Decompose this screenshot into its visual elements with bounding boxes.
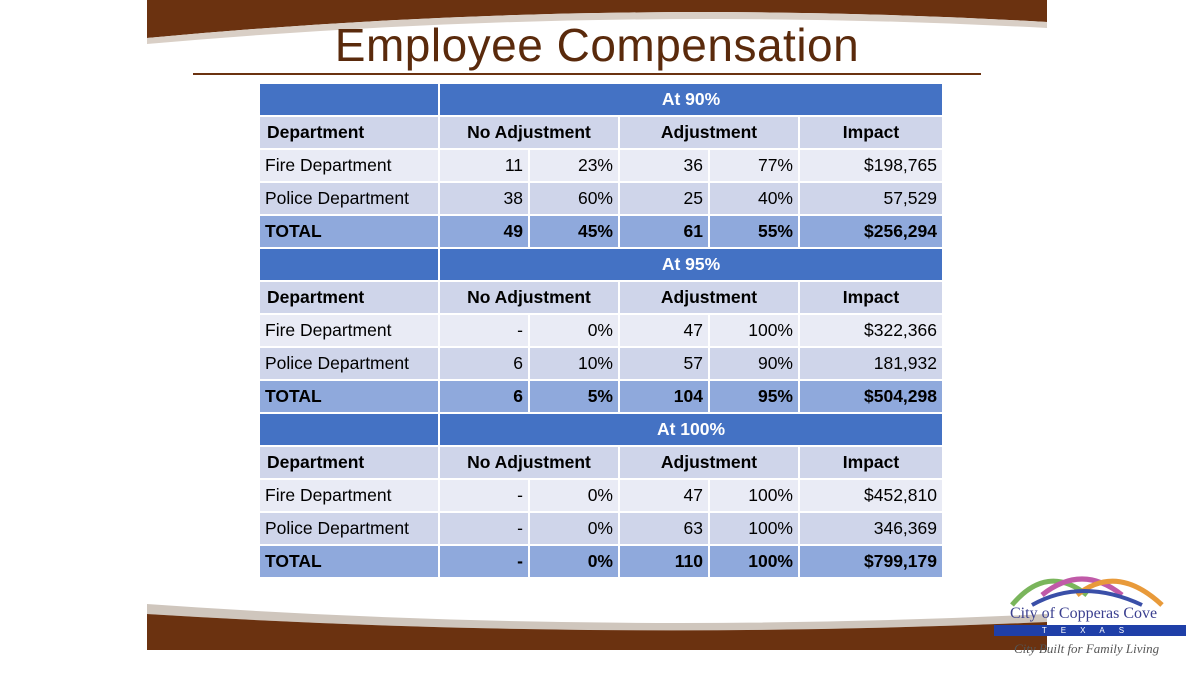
department-cell: Fire Department [260, 480, 438, 511]
impact-cell: 57,529 [800, 183, 942, 214]
col-header-adjustment: Adjustment [620, 282, 798, 313]
department-cell: Fire Department [260, 315, 438, 346]
col-header-adjustment: Adjustment [620, 447, 798, 478]
bottom-decorative-band [147, 596, 1047, 650]
adjustment-count-cell: 110 [620, 546, 708, 577]
no-adjustment-count-cell: 6 [440, 381, 528, 412]
section-header-row [260, 249, 942, 280]
no-adjustment-pct-cell: 0% [530, 513, 618, 544]
no-adjustment-count-cell: - [440, 315, 528, 346]
adjustment-count-cell: 57 [620, 348, 708, 379]
table-row [260, 480, 942, 511]
column-header-row [260, 117, 942, 148]
department-cell: TOTAL [260, 546, 438, 577]
total-row [260, 381, 942, 412]
section-label: At 90% [440, 84, 942, 115]
title-underline [193, 73, 981, 75]
no-adjustment-count-cell: 6 [440, 348, 528, 379]
department-cell: TOTAL [260, 381, 438, 412]
no-adjustment-count-cell: - [440, 480, 528, 511]
department-cell: Police Department [260, 183, 438, 214]
no-adjustment-pct-cell: 0% [530, 480, 618, 511]
total-row [260, 546, 942, 577]
total-row [260, 216, 942, 247]
section-label: At 95% [440, 249, 942, 280]
col-header-adjustment: Adjustment [620, 117, 798, 148]
table-row [260, 183, 942, 214]
adjustment-pct-cell: 100% [710, 480, 798, 511]
no-adjustment-count-cell: 11 [440, 150, 528, 181]
no-adjustment-pct-cell: 60% [530, 183, 618, 214]
col-header-no-adjustment: No Adjustment [440, 282, 618, 313]
impact-cell: $322,366 [800, 315, 942, 346]
adjustment-pct-cell: 90% [710, 348, 798, 379]
adjustment-pct-cell: 100% [710, 546, 798, 577]
adjustment-count-cell: 36 [620, 150, 708, 181]
column-header-row [260, 282, 942, 313]
adjustment-pct-cell: 100% [710, 513, 798, 544]
compensation-table [258, 82, 944, 579]
col-header-no-adjustment: No Adjustment [440, 447, 618, 478]
adjustment-pct-cell: 77% [710, 150, 798, 181]
no-adjustment-pct-cell: 10% [530, 348, 618, 379]
impact-cell: $504,298 [800, 381, 942, 412]
department-cell: Police Department [260, 348, 438, 379]
arches-icon [992, 565, 1190, 610]
col-header-no-adjustment: No Adjustment [440, 117, 618, 148]
logo-tagline: City Built for Family Living [1014, 641, 1160, 656]
no-adjustment-pct-cell: 23% [530, 150, 618, 181]
section-header-row [260, 414, 942, 445]
adjustment-pct-cell: 55% [710, 216, 798, 247]
no-adjustment-count-cell: 49 [440, 216, 528, 247]
page-title: Employee Compensation [334, 19, 860, 71]
col-header-department: Department [260, 282, 438, 313]
impact-cell: $799,179 [800, 546, 942, 577]
col-header-impact: Impact [800, 282, 942, 313]
department-cell: TOTAL [260, 216, 438, 247]
adjustment-count-cell: 47 [620, 480, 708, 511]
no-adjustment-count-cell: 38 [440, 183, 528, 214]
department-cell: Fire Department [260, 150, 438, 181]
city-logo [992, 565, 1190, 665]
adjustment-pct-cell: 40% [710, 183, 798, 214]
adjustment-pct-cell: 100% [710, 315, 798, 346]
no-adjustment-count-cell: - [440, 546, 528, 577]
adjustment-count-cell: 63 [620, 513, 708, 544]
section-header-row [260, 84, 942, 115]
col-header-impact: Impact [800, 117, 942, 148]
section-header-blank [260, 84, 438, 115]
adjustment-count-cell: 25 [620, 183, 708, 214]
impact-cell: $256,294 [800, 216, 942, 247]
col-header-impact: Impact [800, 447, 942, 478]
no-adjustment-count-cell: - [440, 513, 528, 544]
table-row [260, 315, 942, 346]
adjustment-count-cell: 61 [620, 216, 708, 247]
section-header-blank [260, 249, 438, 280]
no-adjustment-pct-cell: 5% [530, 381, 618, 412]
col-header-department: Department [260, 447, 438, 478]
logo-state-bar: TEXAS [994, 625, 1186, 636]
table-row [260, 150, 942, 181]
impact-cell: $452,810 [800, 480, 942, 511]
adjustment-count-cell: 104 [620, 381, 708, 412]
impact-cell: $198,765 [800, 150, 942, 181]
impact-cell: 181,932 [800, 348, 942, 379]
no-adjustment-pct-cell: 0% [530, 315, 618, 346]
adjustment-pct-cell: 95% [710, 381, 798, 412]
section-label: At 100% [440, 414, 942, 445]
table-row [260, 348, 942, 379]
table-row [260, 513, 942, 544]
no-adjustment-pct-cell: 0% [530, 546, 618, 577]
adjustment-count-cell: 47 [620, 315, 708, 346]
logo-city-name: City of Copperas Cove [1010, 605, 1158, 622]
col-header-department: Department [260, 117, 438, 148]
section-header-blank [260, 414, 438, 445]
impact-cell: 346,369 [800, 513, 942, 544]
no-adjustment-pct-cell: 45% [530, 216, 618, 247]
column-header-row [260, 447, 942, 478]
department-cell: Police Department [260, 513, 438, 544]
slide [147, 0, 1047, 650]
